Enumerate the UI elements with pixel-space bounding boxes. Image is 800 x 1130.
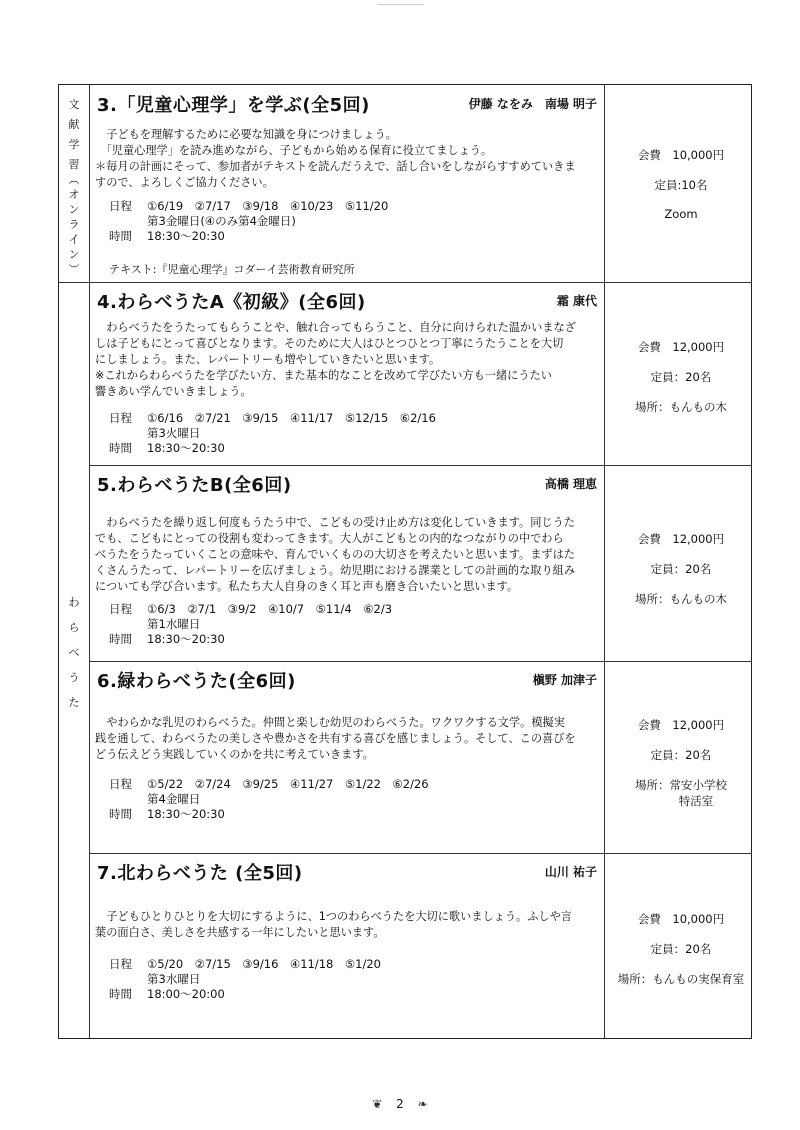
top-scan-mark: [378, 4, 424, 9]
course-description: [95, 715, 599, 763]
course-capacity: 定員：20名: [650, 562, 712, 576]
category-char: う: [68, 671, 80, 684]
schedule-label: 日程: [109, 411, 132, 425]
schedule-dates: ①5/20 ②7/15 ③9/16 ④11/18 ⑤1/20: [147, 957, 381, 971]
course-title: 5.わらべうたB(全6回): [97, 475, 292, 496]
category-char: ラ: [68, 218, 80, 231]
description-line: やわらかな乳児のわらべうた。仲間と楽しむ幼児のわらべうた。ワクワクする文学。模擬実: [95, 716, 565, 729]
description-line: でも、こどもにとっての役割も変わってきます。大人がこどもとの内的なつながりの中でわら: [95, 532, 564, 545]
description-line: 子どもを理解するために必要な知識を身につけましょう。: [95, 128, 397, 141]
schedule-dates: ①6/19 ②7/17 ③9/18 ④10/23 ⑤11/20: [147, 199, 389, 213]
description-line: べうたをうたっていくことの意味や、育んでいくものの大切さを考えたいと思います。まずはた: [95, 548, 575, 561]
page-footer: [0, 1097, 800, 1111]
course-description: [95, 909, 599, 941]
course-6-info: [609, 717, 753, 809]
category-char: ら: [68, 621, 80, 634]
course-capacity: 定員：20名: [650, 942, 712, 956]
course-instructor: 伊藤 なをみ 南場 明子: [468, 97, 597, 111]
category-char: オ: [68, 188, 80, 201]
description-line: ※これからわらべうたを学びたい方、また基本的なことを改めて学びたい方も一緒にうたい: [95, 369, 552, 382]
page-number: 2: [396, 1097, 404, 1111]
description-line: わらべうたを繰り返し何度もうたう中で、こどもの受け止め方は変化していきます。同じうた: [95, 516, 575, 529]
course-instructor: 槇野 加津子: [532, 673, 597, 687]
category-bunken-online: [59, 99, 89, 275]
description-line: しは子どもにとって喜びとなります。そのために大人はひとつひとつ丁寧にうたうことを大切: [95, 337, 564, 350]
category-column-divider: [89, 85, 90, 1038]
course-3: [93, 85, 599, 282]
schedule-label: 日程: [109, 199, 132, 213]
schedule-dates: ①6/3 ②7/1 ③9/2 ④10/7 ⑤11/4 ⑥2/3: [147, 602, 393, 616]
category-warabeuta: [59, 597, 89, 708]
category-char: ︶: [68, 263, 80, 276]
course-fee: 会費 10,000円: [637, 912, 725, 926]
textbook-note: テキスト:『児童心理学』コダーイ芸術教育研究所: [109, 263, 355, 276]
course-instructor: 霜 康代: [556, 294, 597, 308]
category-char: ︵: [68, 173, 80, 186]
category-char: べ: [68, 646, 80, 659]
time-label: 時間: [109, 632, 132, 646]
category-char: ン: [68, 248, 80, 261]
course-description: [95, 127, 599, 191]
description-line: 響きあい学んでいきましょう。: [95, 385, 252, 398]
schedule-dates: ①6/16 ②7/21 ③9/15 ④11/17 ⑤12/15 ⑥2/16: [147, 411, 436, 425]
category-char: 文: [68, 98, 80, 111]
course-description: [95, 320, 599, 400]
course-schedule: [109, 957, 381, 1002]
course-instructor: 山川 祐子: [544, 865, 597, 879]
course-7-info: [609, 911, 753, 987]
course-title: 3.「児童心理学」を学ぶ(全5回): [97, 95, 370, 116]
course-schedule: [109, 777, 429, 822]
schedule-time: 18:30～20:30: [147, 229, 225, 243]
schedule-weekday: 第1水曜日: [147, 617, 201, 631]
info-column-divider: [604, 85, 605, 1038]
course-capacity: 定員：20名: [650, 748, 712, 762]
course-7: [93, 853, 599, 1040]
course-schedule: [109, 411, 436, 456]
description-line: 「児童心理学」を読み進めながら、子どもから始める保育に役立てましょう。: [95, 144, 493, 157]
course-capacity: 定員:10名: [654, 178, 708, 192]
schedule-time: 18:00～20:00: [147, 987, 225, 1001]
description-line: にしましょう。また、レパートリーも増やしていきたいと思います。: [95, 353, 441, 366]
schedule-weekday: 第3水曜日: [147, 972, 201, 986]
time-label: 時間: [109, 441, 132, 455]
category-char: ン: [68, 203, 80, 216]
time-label: 時間: [109, 807, 132, 821]
category-char: た: [68, 696, 80, 709]
course-fee: 会費 12,000円: [637, 340, 725, 354]
ornament-right-icon: ❧: [417, 1097, 428, 1111]
description-line: 践を通して、わらべうたの美しさや豊かさを共有する喜びを感じましょう。そして、この喜びを: [95, 732, 576, 745]
course-place: 場所：もんもの木: [635, 400, 727, 414]
schedule-dates: ①5/22 ②7/24 ③9/25 ④11/27 ⑤1/22 ⑥2/26: [147, 777, 429, 791]
course-place: 場所：もんもの木: [635, 592, 727, 606]
description-line: 葉の面白さ、美しさを共感する一年にしたいと思います。: [95, 926, 385, 939]
course-schedule: [109, 199, 388, 244]
course-place: 場所：もんもの実保育室: [617, 972, 745, 986]
category-char: 習: [68, 158, 80, 171]
course-title: 6.緑わらべうた(全6回): [97, 671, 296, 692]
course-fee: 会費 12,000円: [637, 532, 725, 546]
course-place: 場所：常安小学校: [635, 778, 727, 792]
course-instructor: 高橋 理恵: [544, 477, 597, 491]
course-3-info: [609, 147, 753, 221]
course-fee: 会費 12,000円: [637, 718, 725, 732]
category-char: 献: [68, 118, 80, 131]
description-line: どう伝えどう実践していくのかを共に考えていきます。: [95, 748, 374, 761]
course-6: [93, 661, 599, 853]
schedule-time: 18:30～20:30: [147, 807, 225, 821]
schedule-weekday: 第4金曜日: [147, 792, 201, 806]
description-line: わらべうたをうたってもらうことや、触れ合ってもらうこと、自分に向けられた温かいまなざ: [95, 321, 576, 334]
description-line: ＊毎月の計画にそって、参加者がテキストを読んだうえで、話し合いをしながらすすめていきま: [95, 160, 576, 173]
course-5-info: [609, 531, 753, 607]
schedule-time: 18:30～20:30: [147, 632, 225, 646]
course-4-info: [609, 339, 753, 415]
course-title: 4.わらべうたA《初級》(全6回): [97, 292, 366, 313]
description-line: すので、よろしくご協力ください。: [95, 176, 274, 189]
course-table: [58, 84, 752, 1039]
time-label: 時間: [109, 229, 132, 243]
course-4: [93, 282, 599, 465]
description-line: についても学び合います。私たち大人自身のきく耳と声も磨き合いたいと思います。: [95, 580, 519, 593]
category-char: イ: [68, 233, 80, 246]
time-label: 時間: [109, 987, 132, 1001]
course-description: [95, 515, 599, 595]
course-5: [93, 465, 599, 661]
course-place: Zoom: [664, 207, 698, 221]
course-capacity: 定員：20名: [650, 370, 712, 384]
description-line: 子どもひとりひとりを大切にするように、1つのわらべうたを大切に歌いましょう。ふしや言: [95, 910, 572, 923]
schedule-label: 日程: [109, 602, 132, 616]
course-fee: 会費 10,000円: [637, 148, 725, 162]
description-line: くさんうたって、レパートリーを広げましょう。幼児期における課業としての計画的な取り組み: [95, 564, 576, 577]
course-place-room: 特活室: [678, 794, 714, 808]
schedule-time: 18:30～20:30: [147, 441, 225, 455]
course-title: 7.北わらべうた (全5回): [97, 863, 303, 884]
category-char: 学: [68, 138, 80, 151]
schedule-label: 日程: [109, 957, 132, 971]
schedule-label: 日程: [109, 777, 132, 791]
ornament-left-icon: ❦: [372, 1097, 383, 1111]
course-schedule: [109, 602, 392, 647]
category-char: わ: [68, 596, 80, 609]
schedule-weekday: 第3金曜日(④のみ第4金曜日): [147, 214, 296, 228]
schedule-weekday: 第3火曜日: [147, 426, 201, 440]
